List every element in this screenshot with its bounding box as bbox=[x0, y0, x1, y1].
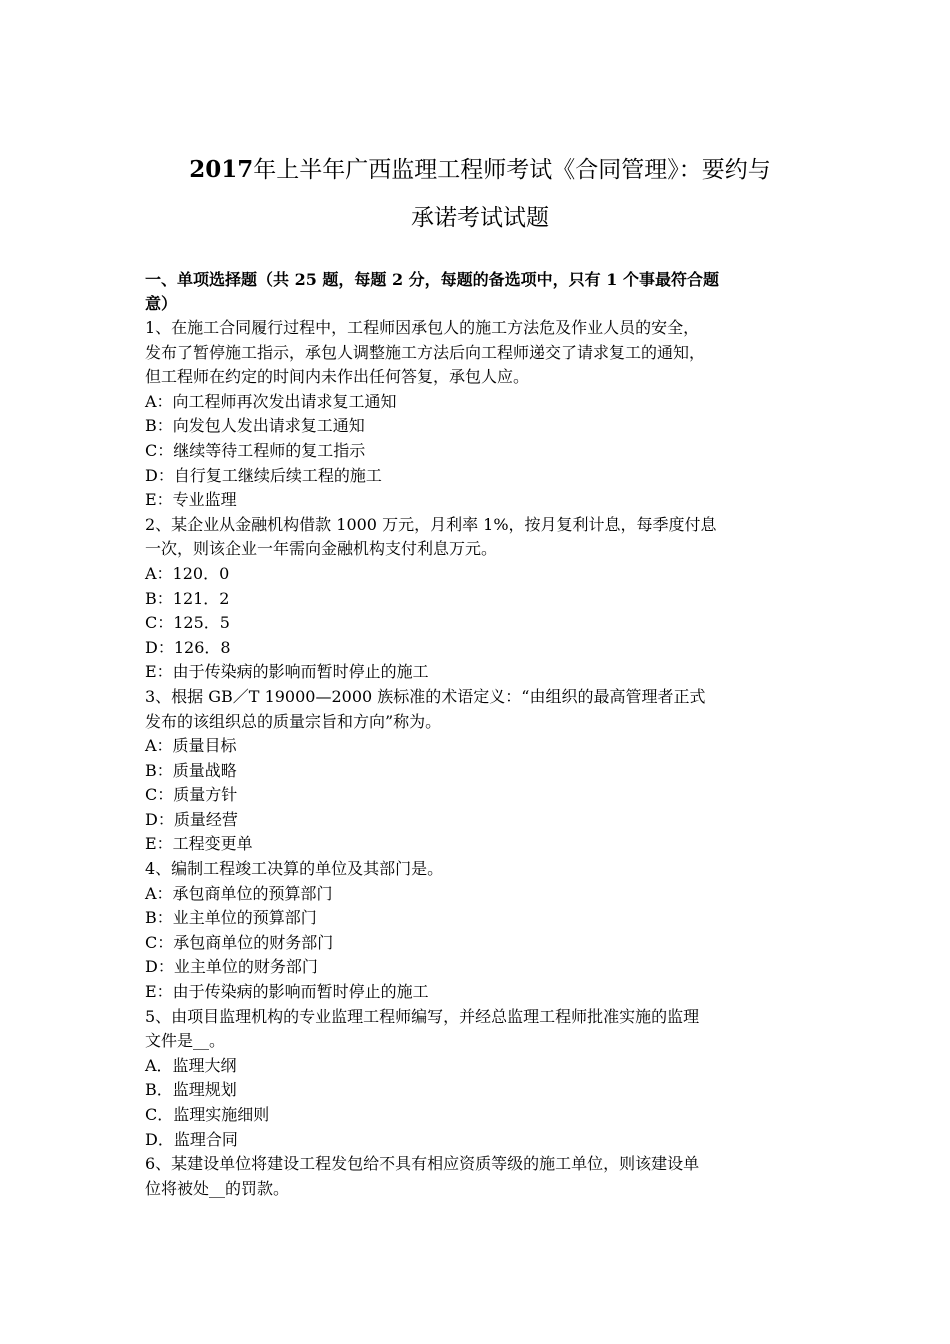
text-line: A．监理大纲 bbox=[145, 1055, 237, 1075]
title-line-1-text: 年上半年广西监理工程师考试《合同管理》：要约与 bbox=[253, 157, 771, 183]
text-line: C．监理实施细则 bbox=[145, 1105, 270, 1124]
text-line: 但工程师在约定的时间内未作出任何答复，承包人应。 bbox=[145, 367, 530, 387]
text-line: D：质量经营 bbox=[145, 809, 238, 829]
text-line: B：业主单位的预算部门 bbox=[145, 908, 317, 928]
text-line: C：继续等待工程师的复工指示 bbox=[145, 440, 366, 460]
text-line: A：质量目标 bbox=[145, 736, 237, 756]
text-line: A：承包商单位的预算部门 bbox=[145, 883, 333, 903]
title-year: 2017 bbox=[189, 156, 254, 183]
text-line: D：126．8 bbox=[145, 637, 231, 657]
document-page bbox=[145, 0, 815, 1201]
text-line: B：质量战略 bbox=[145, 760, 237, 780]
text-line: 6、某建设单位将建设工程发包给不具有相应资质等级的施工单位，则该建设单 bbox=[145, 1154, 700, 1174]
text-line: C：质量方针 bbox=[145, 785, 238, 805]
text-line: C：125．5 bbox=[145, 613, 230, 633]
text-line: 5、由项目监理机构的专业监理工程师编写，并经总监理工程师批准实施的监理 bbox=[145, 1006, 700, 1026]
title-line-2: 承诺考试试题 bbox=[411, 205, 549, 231]
text-line: 2、某企业从金融机构借款 1000 万元，月利率 1%，按月复利计息，每季度付息 bbox=[145, 514, 717, 534]
text-line: E：工程变更单 bbox=[145, 834, 253, 854]
text-line: D：业主单位的财务部门 bbox=[145, 957, 318, 977]
text-line: E：由于传染病的影响而暂时停止的施工 bbox=[145, 982, 429, 1002]
text-line: E：专业监理 bbox=[145, 490, 237, 510]
text-line: 1、在施工合同履行过程中，工程师因承包人的施工方法危及作业人员的安全， bbox=[145, 318, 700, 337]
section-heading-line-1: 一、单项选择题（共 25 题，每题 2 分，每题的备选项中，只有 1 个事最符合题 bbox=[145, 270, 719, 289]
text-line: 4、编制工程竣工决算的单位及其部门是。 bbox=[145, 859, 444, 879]
text-line: E：由于传染病的影响而暂时停止的施工 bbox=[145, 662, 429, 682]
text-line: B：向发包人发出请求复工通知 bbox=[145, 416, 365, 436]
text-line: C：承包商单位的财务部门 bbox=[145, 932, 334, 952]
question-list bbox=[145, 316, 815, 1201]
text-line: 发布了暂停施工指示，承包人调整施工方法后向工程师递交了请求复工的通知， bbox=[145, 342, 706, 362]
text-line: A：向工程师再次发出请求复工通知 bbox=[145, 391, 397, 411]
text-line: A：120．0 bbox=[145, 563, 230, 583]
text-line: D：自行复工继续后续工程的施工 bbox=[145, 465, 382, 485]
text-line: B：121．2 bbox=[145, 588, 230, 608]
text-line: 位将被处__的罚款。 bbox=[145, 1178, 290, 1198]
document-title bbox=[145, 0, 815, 242]
text-line: 3、根据 GB／T 19000—2000 族标准的术语定义：“由组织的最高管理者正式 bbox=[145, 686, 706, 706]
text-line: 一次，则该企业一年需向金融机构支付利息万元。 bbox=[145, 539, 498, 559]
text-line: B．监理规划 bbox=[145, 1080, 237, 1100]
section-heading bbox=[145, 268, 815, 316]
title-line-1 bbox=[145, 146, 815, 194]
text-line: 文件是__。 bbox=[145, 1031, 226, 1051]
section-heading-line-2: 意） bbox=[145, 294, 178, 313]
text-line: D．监理合同 bbox=[145, 1129, 238, 1149]
text-line: 发布的该组织总的质量宗旨和方向”称为。 bbox=[145, 711, 442, 731]
